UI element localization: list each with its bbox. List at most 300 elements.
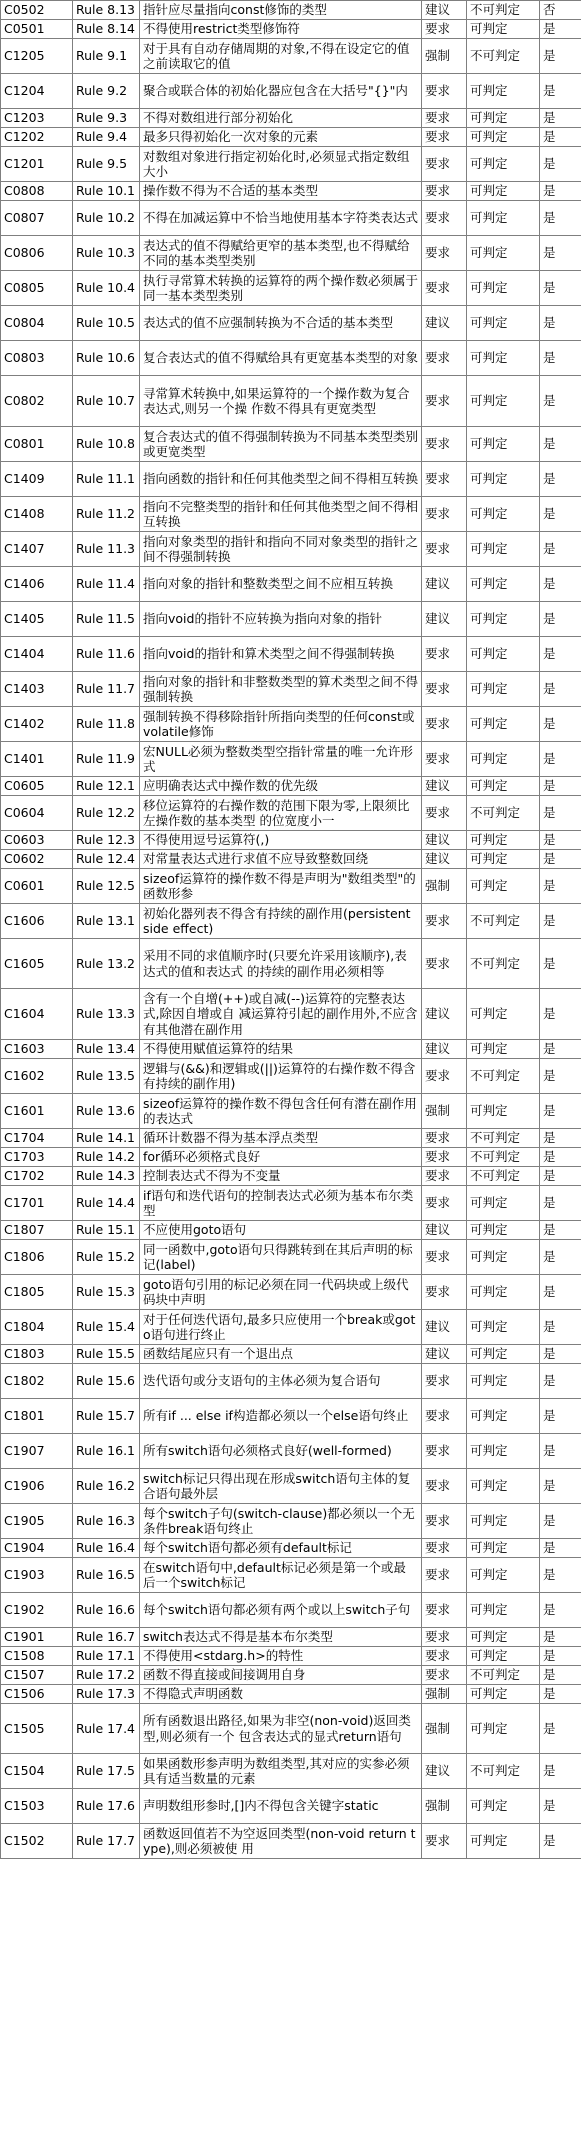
rule-id: C1803 [1, 1345, 73, 1364]
rule-decidability: 可判定 [467, 462, 540, 497]
rule-supported: 是 [540, 1399, 581, 1434]
rule-number: Rule 14.3 [73, 1167, 140, 1186]
rule-number: Rule 17.7 [73, 1824, 140, 1859]
rule-id: C1504 [1, 1754, 73, 1789]
table-row [1, 147, 581, 182]
rule-number: Rule 11.9 [73, 742, 140, 777]
rule-id: C1201 [1, 147, 73, 182]
table-row [1, 20, 581, 39]
rule-number: Rule 16.5 [73, 1558, 140, 1593]
rule-supported: 是 [540, 109, 581, 128]
table-row [1, 1593, 581, 1628]
rule-supported: 是 [540, 427, 581, 462]
rule-decidability: 可判定 [467, 1094, 540, 1129]
rule-decidability: 可判定 [467, 128, 540, 147]
rule-number: Rule 11.6 [73, 637, 140, 672]
rule-decidability: 可判定 [467, 1186, 540, 1221]
rule-category: 建议 [422, 1040, 467, 1059]
rule-number: Rule 13.4 [73, 1040, 140, 1059]
table-row [1, 1275, 581, 1310]
rule-id: C1204 [1, 74, 73, 109]
rule-category: 要求 [422, 1504, 467, 1539]
rule-number: Rule 9.2 [73, 74, 140, 109]
rule-supported: 是 [540, 567, 581, 602]
rule-category: 要求 [422, 271, 467, 306]
rule-id: C1903 [1, 1558, 73, 1593]
rule-id: C1503 [1, 1789, 73, 1824]
rule-id: C1905 [1, 1504, 73, 1539]
rule-decidability: 可判定 [467, 1628, 540, 1647]
rule-category: 要求 [422, 1593, 467, 1628]
rule-id: C1805 [1, 1275, 73, 1310]
rule-decidability: 可判定 [467, 672, 540, 707]
rule-description: 函数返回值若不为空返回类型(non-void return type),则必须被使 用 [140, 1824, 422, 1859]
rule-description: 聚合或联合体的初始化器应包含在大括号"{}"内 [140, 74, 422, 109]
rule-number: Rule 12.1 [73, 777, 140, 796]
rule-description: switch表达式不得是基本布尔类型 [140, 1628, 422, 1647]
rule-category: 要求 [422, 1186, 467, 1221]
rule-number: Rule 15.1 [73, 1221, 140, 1240]
rule-description: 指向void的指针不应转换为指向对象的指针 [140, 602, 422, 637]
rule-decidability: 不可判定 [467, 796, 540, 831]
rule-category: 要求 [422, 637, 467, 672]
rule-category: 要求 [422, 904, 467, 939]
table-row [1, 567, 581, 602]
rule-id: C1402 [1, 707, 73, 742]
rule-number: Rule 17.5 [73, 1754, 140, 1789]
rule-id: C0803 [1, 341, 73, 376]
rule-id: C1704 [1, 1129, 73, 1148]
table-row [1, 904, 581, 939]
rule-id: C1601 [1, 1094, 73, 1129]
rule-supported: 是 [540, 1221, 581, 1240]
rule-description: 初始化器列表不得含有持续的副作用(persistent side effect) [140, 904, 422, 939]
rule-category: 建议 [422, 1, 467, 20]
rule-id: C1406 [1, 567, 73, 602]
rule-number: Rule 13.6 [73, 1094, 140, 1129]
rule-decidability: 可判定 [467, 147, 540, 182]
table-row [1, 1399, 581, 1434]
rule-supported: 是 [540, 1040, 581, 1059]
rule-decidability: 可判定 [467, 182, 540, 201]
rule-id: C1902 [1, 1593, 73, 1628]
table-row [1, 271, 581, 306]
rule-id: C1401 [1, 742, 73, 777]
rule-decidability: 可判定 [467, 341, 540, 376]
rule-category: 建议 [422, 850, 467, 869]
rule-number: Rule 9.3 [73, 109, 140, 128]
rule-description: 每个switch语句都必须有default标记 [140, 1539, 422, 1558]
rule-description: 所有函数退出路径,如果为非空(non-void)返回类型,则必须有一个 包含表达式的显式return语句 [140, 1704, 422, 1754]
rule-id: C1604 [1, 989, 73, 1040]
table-row [1, 1789, 581, 1824]
rule-decidability: 可判定 [467, 1345, 540, 1364]
rule-number: Rule 11.1 [73, 462, 140, 497]
rule-number: Rule 10.2 [73, 201, 140, 236]
rule-decidability: 可判定 [467, 201, 540, 236]
rule-category: 要求 [422, 147, 467, 182]
rule-description: 指向不完整类型的指针和任何其他类型之间不得相互转换 [140, 497, 422, 532]
rule-number: Rule 16.3 [73, 1504, 140, 1539]
rule-category: 建议 [422, 306, 467, 341]
rule-category: 强制 [422, 1704, 467, 1754]
rule-description: 指向函数的指针和任何其他类型之间不得相互转换 [140, 462, 422, 497]
rule-number: Rule 9.1 [73, 39, 140, 74]
rule-decidability: 可判定 [467, 1469, 540, 1504]
rule-supported: 是 [540, 341, 581, 376]
rule-id: C0501 [1, 20, 73, 39]
rule-category: 要求 [422, 497, 467, 532]
rule-number: Rule 10.5 [73, 306, 140, 341]
rule-description: 在switch语句中,default标记必须是第一个或最后一个switch标记 [140, 1558, 422, 1593]
rule-id: C1405 [1, 602, 73, 637]
rule-decidability: 可判定 [467, 109, 540, 128]
rule-decidability: 可判定 [467, 1789, 540, 1824]
rule-decidability: 不可判定 [467, 1129, 540, 1148]
rule-supported: 是 [540, 1059, 581, 1094]
rule-category: 要求 [422, 1666, 467, 1685]
rule-number: Rule 15.5 [73, 1345, 140, 1364]
table-row [1, 637, 581, 672]
rule-category: 要求 [422, 532, 467, 567]
rule-description: 不得隐式声明函数 [140, 1685, 422, 1704]
rule-number: Rule 16.6 [73, 1593, 140, 1628]
rule-id: C1804 [1, 1310, 73, 1345]
rule-number: Rule 10.6 [73, 341, 140, 376]
table-row [1, 306, 581, 341]
rule-supported: 是 [540, 20, 581, 39]
rule-description: for循环必须格式良好 [140, 1148, 422, 1167]
rule-id: C0605 [1, 777, 73, 796]
table-row [1, 1221, 581, 1240]
table-row [1, 1059, 581, 1094]
table-row [1, 1364, 581, 1399]
rule-number: Rule 14.4 [73, 1186, 140, 1221]
rule-decidability: 可判定 [467, 427, 540, 462]
rule-category: 要求 [422, 74, 467, 109]
rule-decidability: 可判定 [467, 1504, 540, 1539]
rule-id: C1409 [1, 462, 73, 497]
rule-category: 要求 [422, 341, 467, 376]
rule-category: 建议 [422, 1221, 467, 1240]
rule-decidability: 可判定 [467, 376, 540, 427]
rule-description: 指向对象的指针和整数类型之间不应相互转换 [140, 567, 422, 602]
rule-supported: 是 [540, 1666, 581, 1685]
rule-decidability: 可判定 [467, 1593, 540, 1628]
rule-supported: 是 [540, 1364, 581, 1399]
rule-category: 要求 [422, 1434, 467, 1469]
rule-category: 建议 [422, 831, 467, 850]
rule-description: 声明数组形参时,[]内不得包含关键字static [140, 1789, 422, 1824]
table-row [1, 1824, 581, 1859]
rule-id: C1202 [1, 128, 73, 147]
rule-number: Rule 15.4 [73, 1310, 140, 1345]
rule-supported: 是 [540, 1310, 581, 1345]
table-row [1, 532, 581, 567]
rule-decidability: 不可判定 [467, 1167, 540, 1186]
rule-number: Rule 13.1 [73, 904, 140, 939]
rule-supported: 是 [540, 707, 581, 742]
table-row [1, 1094, 581, 1129]
rule-number: Rule 12.3 [73, 831, 140, 850]
rule-category: 要求 [422, 1364, 467, 1399]
rule-category: 要求 [422, 109, 467, 128]
rule-supported: 是 [540, 1434, 581, 1469]
table-row [1, 1434, 581, 1469]
rule-id: C0502 [1, 1, 73, 20]
rule-category: 要求 [422, 1539, 467, 1558]
rule-supported: 是 [540, 1094, 581, 1129]
rule-decidability: 可判定 [467, 20, 540, 39]
table-row [1, 1685, 581, 1704]
rule-decidability: 可判定 [467, 532, 540, 567]
rule-category: 强制 [422, 1094, 467, 1129]
rule-decidability: 可判定 [467, 271, 540, 306]
rule-decidability: 可判定 [467, 777, 540, 796]
rule-id: C0604 [1, 796, 73, 831]
table-row [1, 1129, 581, 1148]
rule-decidability: 不可判定 [467, 1148, 540, 1167]
rule-description: 强制转换不得移除指针所指向类型的任何const或volatile修饰 [140, 707, 422, 742]
rule-category: 要求 [422, 128, 467, 147]
rule-category: 要求 [422, 1628, 467, 1647]
rule-description: 不得对数组进行部分初始化 [140, 109, 422, 128]
table-row [1, 74, 581, 109]
rule-number: Rule 10.4 [73, 271, 140, 306]
rule-number: Rule 11.8 [73, 707, 140, 742]
rule-description: 迭代语句或分支语句的主体必须为复合语句 [140, 1364, 422, 1399]
rule-decidability: 不可判定 [467, 1666, 540, 1685]
rule-category: 要求 [422, 1399, 467, 1434]
rule-decidability: 可判定 [467, 1685, 540, 1704]
rule-supported: 是 [540, 1186, 581, 1221]
rule-category: 要求 [422, 1647, 467, 1666]
table-row [1, 1040, 581, 1059]
rule-decidability: 可判定 [467, 1539, 540, 1558]
rule-category: 建议 [422, 989, 467, 1040]
rule-supported: 是 [540, 128, 581, 147]
table-row [1, 939, 581, 989]
rule-description: sizeof运算符的操作数不得包含任何有潜在副作用的表达式 [140, 1094, 422, 1129]
rule-number: Rule 8.13 [73, 1, 140, 20]
rule-decidability: 不可判定 [467, 1, 540, 20]
rule-id: C1505 [1, 1704, 73, 1754]
table-row [1, 831, 581, 850]
rule-description: 宏NULL必须为整数类型空指针常量的唯一允许形式 [140, 742, 422, 777]
rule-decidability: 可判定 [467, 1310, 540, 1345]
rule-id: C1603 [1, 1040, 73, 1059]
rule-category: 强制 [422, 1789, 467, 1824]
rule-description: 控制表达式不得为不变量 [140, 1167, 422, 1186]
rule-id: C0807 [1, 201, 73, 236]
rule-category: 要求 [422, 427, 467, 462]
rule-supported: 是 [540, 777, 581, 796]
rule-supported: 是 [540, 271, 581, 306]
rule-category: 要求 [422, 236, 467, 271]
rule-id: C1507 [1, 1666, 73, 1685]
rule-supported: 是 [540, 1539, 581, 1558]
rule-supported: 是 [540, 1558, 581, 1593]
rule-decidability: 可判定 [467, 1434, 540, 1469]
rule-decidability: 不可判定 [467, 1059, 540, 1094]
rule-description: 对常量表达式进行求值不应导致整数回绕 [140, 850, 422, 869]
rule-id: C1802 [1, 1364, 73, 1399]
table-row [1, 869, 581, 904]
rule-number: Rule 14.2 [73, 1148, 140, 1167]
table-row [1, 1240, 581, 1275]
rule-decidability: 可判定 [467, 1364, 540, 1399]
rule-description: 移位运算符的右操作数的范围下限为零,上限须比左操作数的基本类型 的位宽度小一 [140, 796, 422, 831]
rule-id: C1205 [1, 39, 73, 74]
rule-category: 要求 [422, 462, 467, 497]
rule-number: Rule 11.3 [73, 532, 140, 567]
rule-id: C1801 [1, 1399, 73, 1434]
rule-id: C0805 [1, 271, 73, 306]
rule-supported: 是 [540, 236, 581, 271]
rule-supported: 是 [540, 637, 581, 672]
rule-id: C1403 [1, 672, 73, 707]
rule-category: 建议 [422, 1754, 467, 1789]
rule-number: Rule 13.5 [73, 1059, 140, 1094]
table-row [1, 201, 581, 236]
table-row [1, 1628, 581, 1647]
rule-decidability: 可判定 [467, 850, 540, 869]
rule-number: Rule 17.6 [73, 1789, 140, 1824]
rule-supported: 是 [540, 306, 581, 341]
rule-description: 执行寻常算术转换的运算符的两个操作数必须属于同一基本类型类别 [140, 271, 422, 306]
rule-description: 最多只得初始化一次对象的元素 [140, 128, 422, 147]
rule-id: C1506 [1, 1685, 73, 1704]
rule-category: 要求 [422, 182, 467, 201]
table-row [1, 1345, 581, 1364]
rule-description: goto语句引用的标记必须在同一代码块或上级代码块中声明 [140, 1275, 422, 1310]
rule-id: C1703 [1, 1148, 73, 1167]
rule-description: 对于具有自动存储周期的对象,不得在设定它的值之前读取它的值 [140, 39, 422, 74]
rule-number: Rule 15.6 [73, 1364, 140, 1399]
rule-number: Rule 10.1 [73, 182, 140, 201]
rule-description: 应明确表达式中操作数的优先级 [140, 777, 422, 796]
rule-number: Rule 8.14 [73, 20, 140, 39]
rule-id: C1907 [1, 1434, 73, 1469]
rule-category: 要求 [422, 1129, 467, 1148]
rule-category: 要求 [422, 742, 467, 777]
rule-id: C1602 [1, 1059, 73, 1094]
rule-category: 要求 [422, 1059, 467, 1094]
rule-description: 不得使用逗号运算符(,) [140, 831, 422, 850]
rule-id: C1408 [1, 497, 73, 532]
rule-number: Rule 11.7 [73, 672, 140, 707]
rule-supported: 是 [540, 201, 581, 236]
table-row [1, 1469, 581, 1504]
rule-number: Rule 10.7 [73, 376, 140, 427]
rule-number: Rule 12.2 [73, 796, 140, 831]
rule-number: Rule 10.3 [73, 236, 140, 271]
table-row [1, 1310, 581, 1345]
rule-id: C1605 [1, 939, 73, 989]
rule-description: 函数结尾应只有一个退出点 [140, 1345, 422, 1364]
rule-decidability: 可判定 [467, 1704, 540, 1754]
rule-description: 表达式的值不得赋给更窄的基本类型,也不得赋给不同的基本类型类别 [140, 236, 422, 271]
rule-supported: 是 [540, 1685, 581, 1704]
rule-number: Rule 9.5 [73, 147, 140, 182]
rule-category: 强制 [422, 869, 467, 904]
rule-category: 要求 [422, 707, 467, 742]
rule-decidability: 不可判定 [467, 39, 540, 74]
rule-supported: 是 [540, 1240, 581, 1275]
rule-supported: 是 [540, 182, 581, 201]
rule-description: 指向对象的指针和非整数类型的算术类型之间不得强制转换 [140, 672, 422, 707]
rule-supported: 是 [540, 831, 581, 850]
rule-supported: 是 [540, 939, 581, 989]
rule-description: 复合表达式的值不得赋给具有更宽基本类型的对象 [140, 341, 422, 376]
rule-decidability: 不可判定 [467, 1754, 540, 1789]
rule-supported: 是 [540, 1129, 581, 1148]
rule-description: 每个switch语句都必须有两个或以上switch子句 [140, 1593, 422, 1628]
rule-number: Rule 17.2 [73, 1666, 140, 1685]
rule-number: Rule 15.3 [73, 1275, 140, 1310]
table-row [1, 1558, 581, 1593]
rule-id: C1906 [1, 1469, 73, 1504]
rule-description: 指针应尽量指向const修饰的类型 [140, 1, 422, 20]
rule-category: 要求 [422, 1824, 467, 1859]
table-row [1, 1647, 581, 1666]
rule-decidability: 可判定 [467, 1399, 540, 1434]
rule-id: C1508 [1, 1647, 73, 1666]
rule-decidability: 可判定 [467, 497, 540, 532]
table-row [1, 777, 581, 796]
rule-decidability: 可判定 [467, 707, 540, 742]
rule-number: Rule 9.4 [73, 128, 140, 147]
rule-category: 要求 [422, 20, 467, 39]
rule-category: 强制 [422, 39, 467, 74]
rule-number: Rule 15.7 [73, 1399, 140, 1434]
rule-decidability: 可判定 [467, 1040, 540, 1059]
rule-supported: 是 [540, 869, 581, 904]
rule-decidability: 可判定 [467, 742, 540, 777]
rule-supported: 是 [540, 1628, 581, 1647]
table-row [1, 796, 581, 831]
rule-decidability: 不可判定 [467, 939, 540, 989]
rule-supported: 是 [540, 904, 581, 939]
rule-number: Rule 14.1 [73, 1129, 140, 1148]
table-row [1, 1539, 581, 1558]
rule-number: Rule 17.4 [73, 1704, 140, 1754]
table-row [1, 742, 581, 777]
rule-supported: 是 [540, 1593, 581, 1628]
rule-supported: 是 [540, 376, 581, 427]
table-row [1, 39, 581, 74]
rule-description: 对数组对象进行指定初始化时,必须显式指定数组大小 [140, 147, 422, 182]
rule-decidability: 可判定 [467, 869, 540, 904]
rule-decidability: 可判定 [467, 1240, 540, 1275]
table-row [1, 109, 581, 128]
rule-table-body [1, 1, 581, 1859]
rule-decidability: 可判定 [467, 306, 540, 341]
rule-category: 要求 [422, 939, 467, 989]
rule-id: C0808 [1, 182, 73, 201]
rule-category: 强制 [422, 1685, 467, 1704]
rule-supported: 是 [540, 1148, 581, 1167]
rule-description: 不应使用goto语句 [140, 1221, 422, 1240]
rule-supported: 是 [540, 74, 581, 109]
rule-supported: 是 [540, 39, 581, 74]
table-row [1, 850, 581, 869]
rule-supported: 是 [540, 1704, 581, 1754]
rule-decidability: 可判定 [467, 1275, 540, 1310]
rule-decidability: 可判定 [467, 989, 540, 1040]
rule-supported: 是 [540, 672, 581, 707]
rule-supported: 是 [540, 850, 581, 869]
